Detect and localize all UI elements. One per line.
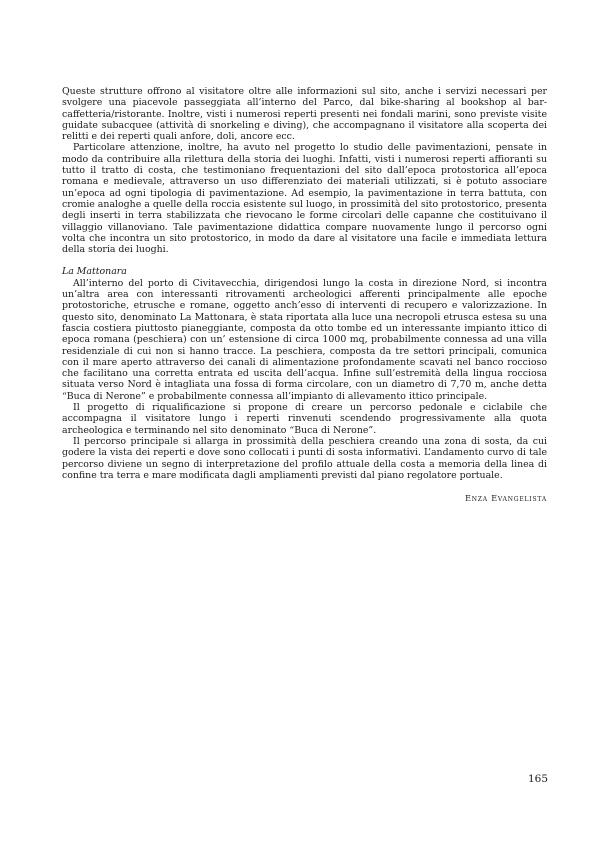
paragraph-section-3: Il percorso principale si allarga in prossimità della peschiera creando una zona di sosta, da cui godere la vista dei reperti e dove sono collocati i punti di sosta informativi. L’andamento curvo di tale percorso diviene un segno di interpretazione del profilo attuale della costa a memoria della linea di confine tra terra e mare modificata dagli ampliamenti previsti dal piano regolatore portuale.: [62, 435, 547, 481]
page-number: 165: [527, 773, 548, 785]
paragraph-intro-2: Particolare attenzione, inoltre, ha avuto nel progetto lo studio delle pavimentazioni, pensate in modo da contribuire alla rilettura della storia dei luoghi. Infatti, visti i numerosi reperti affioranti su tutto il tratto di costa, che testimoniano frequentazioni del sito dall’epoca protostorica all’epoca romana e medievale, attraverso un uso differenziato dei materiali utilizzati, si è potuto associare un’epoca ad ogni tipologia di pavimentazione. Ad esempio, la pavimentazione in terra battuta, con cromie analoghe a quelle della roccia esistente sul luogo, in prossimità del sito protostorico, presenta degli inserti in terra stabilizzata che rievocano le forme circolari delle capanne che costituivano il villaggio villanoviano. Tale pavimentazione didattica compare nuovamente lungo il percorso ogni volta che incontra un sito protostorico, in modo da dare al visitatore una facile e immediata lettura della storia dei luoghi.: [62, 142, 547, 256]
paragraph-intro-1: Queste strutture offrono al visitatore oltre alle informazioni sul sito, anche i servizi necessari per svolgere una piacevole passeggiata all’interno del Parco, dal bike-sharing al bookshop al bar-caffetteria/ristorante. Inoltre, visti i numerosi reperti presenti nei fondali marini, sono previste visite guidate subacquee (attività di snorkeling e diving), che accompagnano il visitatore alla scoperta dei relitti e dei reperti quali anfore, doli, ancore ecc.: [62, 86, 547, 143]
section-title: La Mattonara: [62, 266, 127, 278]
paragraph-section-1: All’interno del porto di Civitavecchia, dirigendosi lungo la costa in direzione Nord, si incontra un’altra area con interessanti ritrovamenti archeologici afferenti principalmente alle epoche protostoriche, etrusche e romane, oggetto anch’esso di interventi di recupero e valorizzazione. In questo sito, denominato La Mattonara, è stata riportata alla luce una necropoli etrusca estesa su una fascia costiera piuttosto pianeggiante, composta da otto tombe ed un interessante impianto ittico di epoca romana (peschiera) con un’ estensione di circa 1000 mq, probabilmente connessa ad una villa residenziale di cui non si hanno tracce. La peschiera, composta da tre settori principali, comunica con il mare aperto attraverso dei canali di alimentazione profondamente scavati nel banco roccioso che facilitano una corretta entrata ed uscita dell’acqua. Infine sull’estremità della lingua rocciosa situata verso Nord è intagliata una fossa di forma circolare, con un diametro di 7,70 m, anche detta “Buca di Nerone” e probabilmente connessa all’impianto di allevamento ittico principale.: [62, 277, 547, 402]
page-body: [62, 86, 547, 504]
paragraph-section-2: Il progetto di riqualificazione si propone di creare un percorso pedonale e ciclabile che accompagna il visitatore lungo i reperti rinvenuti scendendo progressivamente alla quota archeologica e terminando nel sito denominato “Buca di Nerone”.: [62, 402, 547, 436]
author-signature: Enza Evangelista: [465, 494, 547, 504]
